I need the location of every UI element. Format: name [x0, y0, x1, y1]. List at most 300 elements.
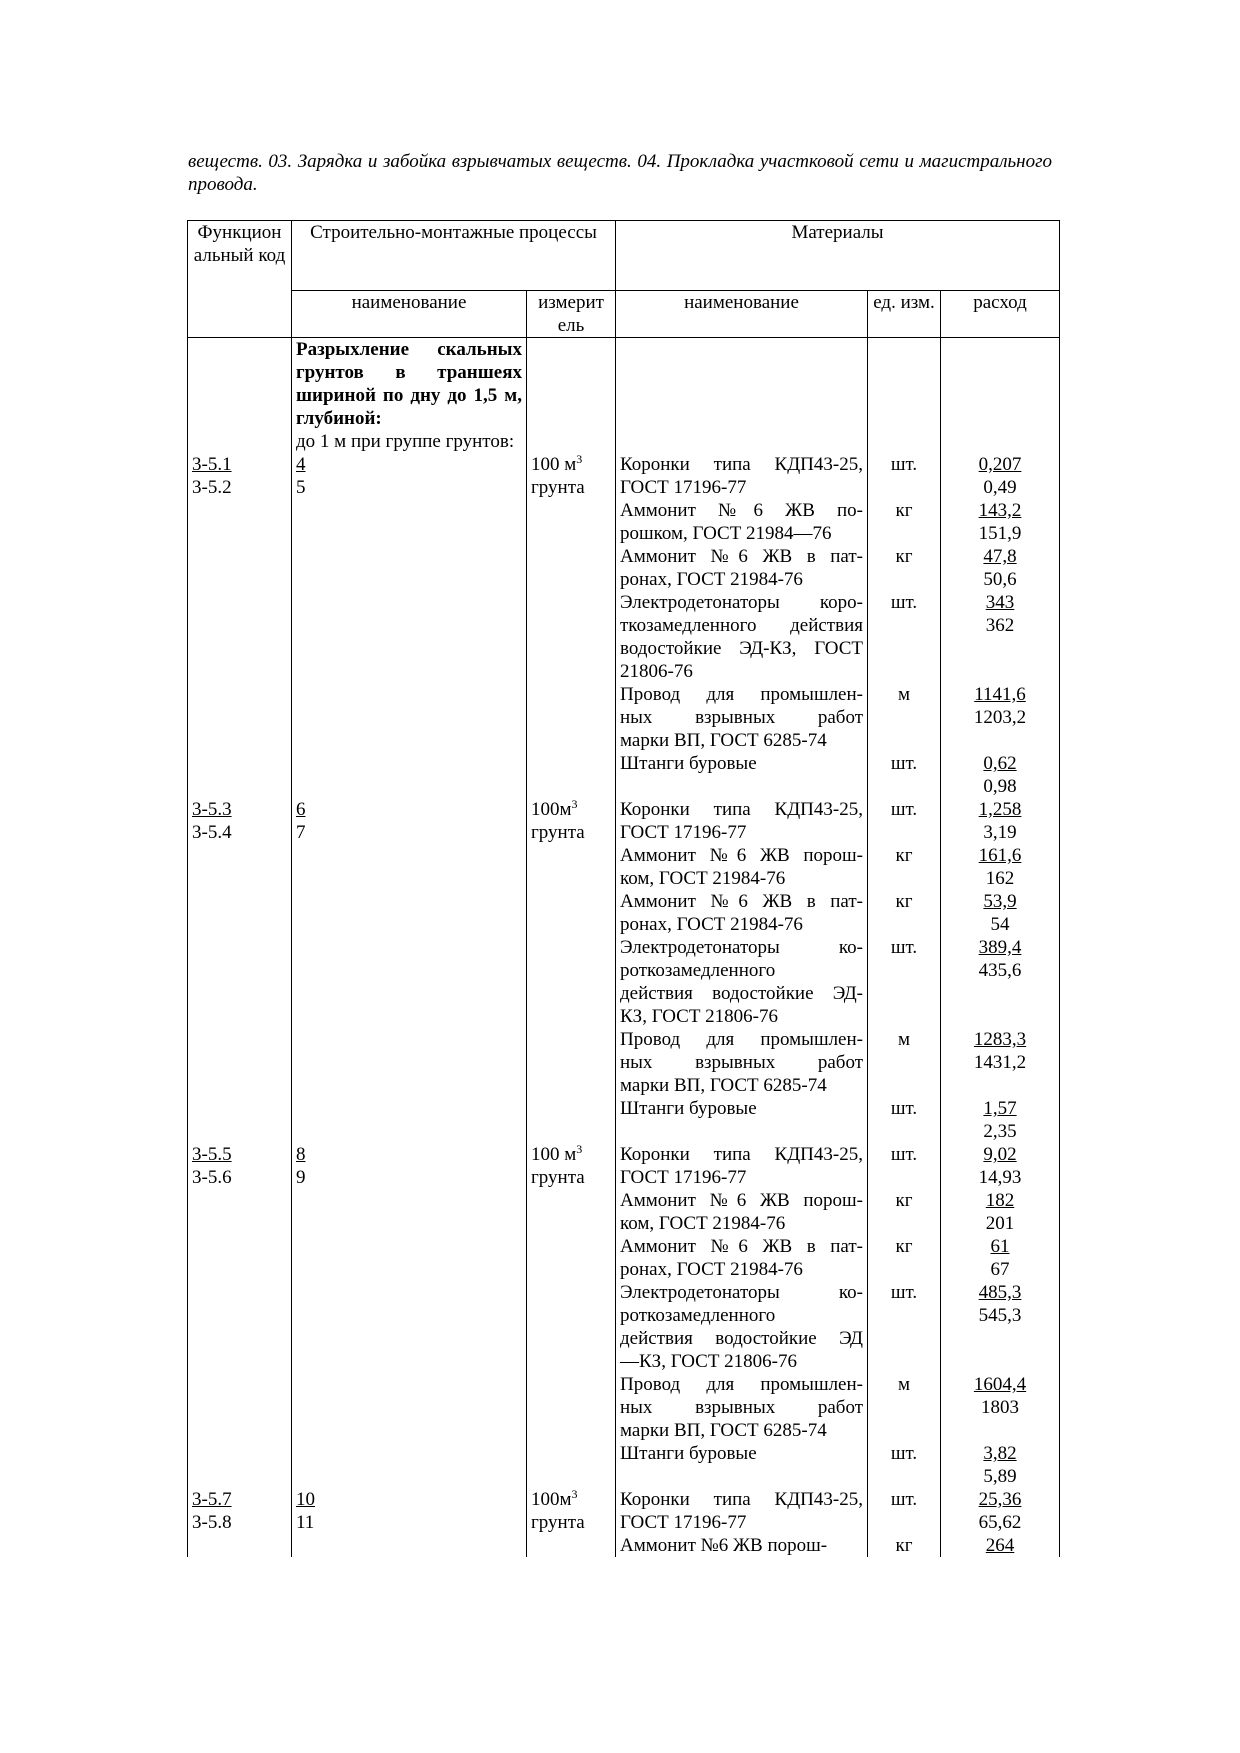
section-title-row — [188, 338, 1060, 431]
material-qty-number: 0,207 — [978, 454, 1022, 475]
material-qty-value — [945, 844, 1055, 867]
process-number: 5 — [296, 477, 306, 498]
material-qty — [945, 752, 1055, 798]
material-unit-value: кг — [895, 500, 913, 521]
material-unit-pad — [872, 1212, 936, 1235]
material-qty — [945, 1534, 1055, 1557]
material-name-line: ГОСТ 17196-77 — [620, 1167, 747, 1188]
material-qty-pad — [945, 637, 1055, 660]
code-value: 3-5.1 — [192, 454, 232, 475]
material-unit — [872, 591, 936, 683]
material-name-line: Провод для промышлен- — [620, 1374, 863, 1395]
material-unit — [872, 683, 936, 752]
section-material-unit-cell — [868, 338, 941, 431]
material-name-line: Электродетонаторы ко- — [620, 937, 863, 958]
material-qty — [945, 798, 1055, 844]
material-qty-number: 485,3 — [978, 1282, 1022, 1303]
material-qty-number: 1604,4 — [973, 1374, 1027, 1395]
header-process-unit: измерит ель — [527, 291, 616, 338]
material-name — [620, 591, 863, 683]
material-qty-number: 1283,3 — [973, 1029, 1027, 1050]
material-name-line: Аммонит №6 ЖВ порош- — [620, 1190, 863, 1211]
material-qty-value — [945, 522, 1055, 545]
process-unit-object: грунта — [531, 1512, 585, 1533]
material-name-line: марки ВП, ГОСТ 6285-74 — [620, 730, 827, 751]
material-qty — [945, 890, 1055, 936]
header-row-top — [188, 221, 1060, 291]
material-qty — [945, 936, 1055, 1028]
material-name-line: Коронки типа КДП43-25, — [620, 799, 863, 820]
process-number: 4 — [296, 454, 306, 475]
header-material-qty: расход — [941, 291, 1060, 338]
material-name-line: Аммонит №6 ЖВ порош- — [620, 845, 863, 866]
material-qty-number: 25,36 — [978, 1489, 1022, 1510]
process-unit-text: 100 м — [531, 1144, 577, 1165]
material-unit-pad — [872, 476, 936, 499]
material-name-pad — [620, 775, 863, 798]
process-unit-power: 3 — [576, 452, 583, 466]
material-name — [620, 1097, 863, 1143]
material-name-cell — [616, 1488, 868, 1557]
process-number: 9 — [296, 1167, 306, 1188]
material-unit-pad — [872, 522, 936, 545]
material-qty-number: 1,57 — [983, 1098, 1017, 1119]
material-unit-value: кг — [895, 845, 913, 866]
material-name — [620, 1028, 863, 1097]
material-qty-value — [945, 1281, 1055, 1304]
material-qty-value — [945, 1028, 1055, 1051]
material-qty-number: 0,98 — [983, 776, 1017, 797]
material-unit — [872, 1028, 936, 1097]
material-qty-number: 143,2 — [978, 500, 1022, 521]
material-name — [620, 752, 863, 798]
material-qty — [945, 499, 1055, 545]
material-qty-number: 1,258 — [978, 799, 1022, 820]
material-qty-number: 5,89 — [983, 1466, 1017, 1487]
material-qty-number: 343 — [985, 592, 1015, 613]
material-qty-value — [945, 1258, 1055, 1281]
material-name — [620, 936, 863, 1028]
material-name-line: действия водостойкие ЭД- — [620, 983, 863, 1004]
material-unit-pad — [872, 1258, 936, 1281]
process-unit — [531, 798, 611, 821]
material-unit-pad — [872, 1396, 936, 1419]
material-qty-value — [945, 867, 1055, 890]
material-qty-value — [945, 959, 1055, 982]
material-qty — [945, 1373, 1055, 1442]
material-name — [620, 499, 863, 545]
material-qty-value — [945, 752, 1055, 775]
material-name-line: Штанги буровые — [620, 1443, 757, 1464]
material-unit-pad — [872, 637, 936, 660]
header-material-name: наименование — [616, 291, 868, 338]
material-qty-pad — [945, 982, 1055, 1005]
material-name-line: ком, ГОСТ 21984-76 — [620, 1213, 786, 1234]
material-unit-pad — [872, 1005, 936, 1028]
material-qty-number: 389,4 — [978, 937, 1022, 958]
material-unit-pad — [872, 1304, 936, 1327]
material-unit-value: шт. — [890, 1098, 918, 1119]
material-name — [620, 545, 863, 591]
process-unit — [531, 1488, 611, 1511]
material-qty-value — [945, 798, 1055, 821]
material-qty-cell — [941, 798, 1060, 1143]
material-unit-value: шт. — [890, 1282, 918, 1303]
material-qty — [945, 1189, 1055, 1235]
material-name — [620, 844, 863, 890]
material-qty-number: 264 — [985, 1535, 1015, 1556]
material-qty-number: 151,9 — [978, 523, 1022, 544]
material-unit-pad — [872, 913, 936, 936]
material-unit-pad — [872, 867, 936, 890]
material-name — [620, 1143, 863, 1189]
material-unit-value: кг — [895, 546, 913, 567]
material-unit-value: кг — [895, 891, 913, 912]
process-unit-object: грунта — [531, 477, 585, 498]
group-row — [188, 798, 1060, 1143]
material-name — [620, 798, 863, 844]
material-qty-number: 54 — [990, 914, 1010, 935]
material-unit — [872, 1488, 936, 1534]
group-row — [188, 1143, 1060, 1488]
code-value: 3-5.6 — [192, 1167, 232, 1188]
material-name-pad — [620, 1120, 863, 1143]
material-name-line: Аммонит №6 ЖВ порош- — [620, 1535, 828, 1556]
material-unit-pad — [872, 568, 936, 591]
material-name-line: ГОСТ 17196-77 — [620, 477, 747, 498]
material-name — [620, 1442, 863, 1488]
material-qty-value — [945, 476, 1055, 499]
material-qty-pad — [945, 1327, 1055, 1350]
code-cell — [188, 798, 292, 1143]
material-unit — [872, 936, 936, 1028]
material-name-line: —КЗ, ГОСТ 21806-76 — [620, 1351, 798, 1372]
material-name — [620, 890, 863, 936]
material-qty — [945, 1143, 1055, 1189]
material-qty-number: 2,35 — [983, 1121, 1017, 1142]
process-unit-cell — [527, 1488, 616, 1557]
material-name-line: Штанги буровые — [620, 753, 757, 774]
material-unit-pad — [872, 959, 936, 982]
process-number-cell — [292, 1143, 527, 1488]
material-name — [620, 1373, 863, 1442]
material-name-line: Электродетонаторы коро- — [620, 592, 863, 613]
sub-qty-cell — [941, 430, 1060, 453]
material-qty-pad — [945, 1074, 1055, 1097]
header-code: Функцион альный код — [188, 221, 292, 338]
material-qty-value — [945, 499, 1055, 522]
material-qty-number: 61 — [990, 1236, 1010, 1257]
material-name-line: марки ВП, ГОСТ 6285-74 — [620, 1075, 827, 1096]
material-qty-number: 182 — [985, 1190, 1015, 1211]
material-unit — [872, 1097, 936, 1143]
material-qty-value — [945, 1051, 1055, 1074]
material-qty-value — [945, 890, 1055, 913]
material-unit-pad — [872, 775, 936, 798]
material-unit — [872, 1373, 936, 1442]
material-qty-number: 362 — [985, 615, 1015, 636]
material-unit-value: шт. — [890, 1443, 918, 1464]
material-name-line: ком, ГОСТ 21984-76 — [620, 868, 786, 889]
material-name-line: марки ВП, ГОСТ 6285-74 — [620, 1420, 827, 1441]
header-material-unit: ед. изм. — [868, 291, 941, 338]
material-name — [620, 1488, 863, 1534]
material-name-line: Провод для промышлен- — [620, 1029, 863, 1050]
material-qty-number: 53,9 — [983, 891, 1017, 912]
material-qty-value — [945, 568, 1055, 591]
material-unit-pad — [872, 1465, 936, 1488]
material-name-line: Аммонит №6 ЖВ в пат- — [620, 1236, 863, 1257]
material-name-pad — [620, 1465, 863, 1488]
sub-code-cell — [188, 430, 292, 453]
material-unit-pad — [872, 614, 936, 637]
material-unit — [872, 453, 936, 499]
material-unit-pad — [872, 1350, 936, 1373]
material-unit-value: кг — [895, 1535, 913, 1556]
material-qty-value — [945, 1212, 1055, 1235]
material-unit-pad — [872, 821, 936, 844]
material-unit-value: м — [897, 684, 911, 705]
material-name-line: Провод для промышлен- — [620, 684, 863, 705]
material-unit-pad — [872, 982, 936, 1005]
material-unit-value: шт. — [890, 454, 918, 475]
material-qty-value — [945, 1534, 1055, 1557]
material-qty-value — [945, 1120, 1055, 1143]
code-value: 3-5.8 — [192, 1512, 232, 1533]
material-unit-pad — [872, 1166, 936, 1189]
material-name-line: рошком, ГОСТ 21984—76 — [620, 523, 832, 544]
material-name-line: Аммонит №6 ЖВ в пат- — [620, 891, 863, 912]
material-name-cell — [616, 798, 868, 1143]
section-material-cell — [616, 338, 868, 431]
process-unit-cell — [527, 1143, 616, 1488]
material-unit — [872, 499, 936, 545]
code-cell — [188, 1488, 292, 1557]
material-unit-value: шт. — [890, 753, 918, 774]
material-unit-value: кг — [895, 1236, 913, 1257]
material-qty — [945, 591, 1055, 683]
material-unit — [872, 1143, 936, 1189]
section-sub-row — [188, 430, 1060, 453]
material-qty-value — [945, 614, 1055, 637]
process-number-cell — [292, 1488, 527, 1557]
material-name-line: 21806-76 — [620, 661, 693, 682]
group-row — [188, 1488, 1060, 1557]
material-unit-pad — [872, 1120, 936, 1143]
process-unit-power: 3 — [576, 1142, 583, 1156]
group-row — [188, 453, 1060, 798]
material-name-line: Аммонит №6 ЖВ в пат- — [620, 546, 863, 567]
material-qty-number: 1203,2 — [973, 707, 1027, 728]
material-name-line: КЗ, ГОСТ 21806-76 — [620, 1006, 779, 1027]
material-qty — [945, 1281, 1055, 1373]
material-qty-value — [945, 1166, 1055, 1189]
section-qty-cell — [941, 338, 1060, 431]
header-materials: Материалы — [616, 221, 1060, 291]
material-qty-value — [945, 1511, 1055, 1534]
material-qty — [945, 1442, 1055, 1488]
material-unit — [872, 1281, 936, 1373]
material-qty-value — [945, 1143, 1055, 1166]
material-name-line: Электродетонаторы ко- — [620, 1282, 863, 1303]
material-qty-number: 0,49 — [983, 477, 1017, 498]
code-cell — [188, 453, 292, 798]
material-qty-value — [945, 821, 1055, 844]
material-qty-pad — [945, 1350, 1055, 1373]
process-unit-object: грунта — [531, 1167, 585, 1188]
process-unit-text: 100м — [531, 799, 572, 820]
process-unit-power: 3 — [571, 1487, 578, 1501]
process-number: 11 — [296, 1512, 315, 1533]
material-qty-value — [945, 1396, 1055, 1419]
code-value: 3-5.3 — [192, 799, 232, 820]
material-qty — [945, 1488, 1055, 1534]
process-unit-text: 100м — [531, 1489, 572, 1510]
code-value: 3-5.2 — [192, 477, 232, 498]
material-qty-number: 1431,2 — [973, 1052, 1027, 1073]
material-unit-value: шт. — [890, 1489, 918, 1510]
material-qty-value — [945, 1097, 1055, 1120]
material-qty-number: 67 — [990, 1259, 1010, 1280]
material-qty-value — [945, 1235, 1055, 1258]
material-name — [620, 683, 863, 752]
material-name-line: Коронки типа КДП43-25, — [620, 454, 863, 475]
header-process-name: наименование — [292, 291, 527, 338]
material-unit-cell — [868, 798, 941, 1143]
code-value: 3-5.5 — [192, 1144, 232, 1165]
material-unit-pad — [872, 1074, 936, 1097]
material-qty-number: 545,3 — [978, 1305, 1022, 1326]
material-qty — [945, 1097, 1055, 1143]
material-qty-number: 9,02 — [983, 1144, 1017, 1165]
material-unit-value: шт. — [890, 799, 918, 820]
section-code-cell — [188, 338, 292, 431]
process-unit-power: 3 — [571, 797, 578, 811]
material-unit-pad — [872, 729, 936, 752]
section-subtitle: до 1 м при группе грунтов: — [292, 430, 527, 453]
material-name-line: ронах, ГОСТ 21984-76 — [620, 1259, 803, 1280]
material-unit — [872, 1235, 936, 1281]
material-name-line: ных взрывных работ — [620, 1397, 863, 1418]
material-name-line: Штанги буровые — [620, 1098, 757, 1119]
process-number: 10 — [296, 1489, 315, 1510]
intro-paragraph: веществ. 03. Зарядка и забойка взрывчатых веществ. 04. Прокладка участковой сети и магистрального провода. — [188, 151, 1052, 195]
material-qty-number: 435,6 — [978, 960, 1022, 981]
material-unit — [872, 752, 936, 798]
material-qty-cell — [941, 1488, 1060, 1557]
material-name — [620, 1189, 863, 1235]
process-number-cell — [292, 798, 527, 1143]
material-unit-pad — [872, 1511, 936, 1534]
material-qty-value — [945, 453, 1055, 476]
material-name-line: ных взрывных работ — [620, 1052, 863, 1073]
material-qty-number: 161,6 — [978, 845, 1022, 866]
material-unit — [872, 798, 936, 844]
material-unit-pad — [872, 1051, 936, 1074]
material-name — [620, 1534, 863, 1557]
material-qty-number: 201 — [985, 1213, 1015, 1234]
material-unit-value: шт. — [890, 592, 918, 613]
material-unit-value: шт. — [890, 937, 918, 958]
sub-material-cell — [616, 430, 868, 453]
material-qty-cell — [941, 453, 1060, 798]
section-title: Разрыхление скальных грунтов в траншеях шириной по дну до 1,5 м, глубиной: — [292, 338, 527, 431]
material-unit-cell — [868, 1488, 941, 1557]
material-unit-value: м — [897, 1029, 911, 1050]
material-qty-number: 1803 — [981, 1397, 1020, 1418]
material-unit-cell — [868, 453, 941, 798]
material-qty-pad — [945, 1005, 1055, 1028]
material-name-line: роткозамедленного — [620, 960, 776, 981]
material-qty — [945, 545, 1055, 591]
material-name-line: действия водостойкие ЭД — [620, 1328, 863, 1349]
material-qty — [945, 1235, 1055, 1281]
material-unit — [872, 890, 936, 936]
material-qty-value — [945, 1465, 1055, 1488]
material-unit — [872, 1442, 936, 1488]
material-unit-value: м — [897, 1374, 911, 1395]
material-qty-pad — [945, 729, 1055, 752]
process-unit-object: грунта — [531, 822, 585, 843]
section-unit-cell — [527, 338, 616, 431]
material-unit-pad — [872, 1327, 936, 1350]
process-unit-cell — [527, 798, 616, 1143]
material-name-line: ных взрывных работ — [620, 707, 863, 728]
material-unit-cell — [868, 1143, 941, 1488]
material-qty-value — [945, 683, 1055, 706]
material-name — [620, 1281, 863, 1373]
process-number: 8 — [296, 1144, 306, 1165]
material-qty — [945, 1028, 1055, 1097]
material-qty-number: 3,19 — [983, 822, 1017, 843]
material-unit-pad — [872, 706, 936, 729]
material-unit-value: кг — [895, 1190, 913, 1211]
material-qty-number: 162 — [985, 868, 1015, 889]
material-name-line: ГОСТ 17196-77 — [620, 1512, 747, 1533]
material-qty-number: 65,62 — [978, 1512, 1022, 1533]
process-number: 6 — [296, 799, 306, 820]
material-name-line: ронах, ГОСТ 21984-76 — [620, 914, 803, 935]
sub-unit-cell — [527, 430, 616, 453]
material-qty-value — [945, 545, 1055, 568]
header-row-sub — [188, 291, 1060, 338]
material-qty — [945, 453, 1055, 499]
material-qty-number: 1141,6 — [974, 684, 1026, 705]
material-qty-value — [945, 1189, 1055, 1212]
material-name — [620, 453, 863, 499]
material-qty-value — [945, 1304, 1055, 1327]
material-name-line: Коронки типа КДП43-25, — [620, 1144, 863, 1165]
material-name-line: водостойкие ЭД-КЗ, ГОСТ — [620, 638, 863, 659]
process-number: 7 — [296, 822, 306, 843]
material-unit-pad — [872, 1419, 936, 1442]
process-unit-text: 100 м — [531, 454, 577, 475]
material-unit — [872, 545, 936, 591]
material-qty — [945, 683, 1055, 752]
material-qty-value — [945, 1373, 1055, 1396]
material-name-line: ГОСТ 17196-77 — [620, 822, 747, 843]
material-qty-value — [945, 706, 1055, 729]
code-value: 3-5.7 — [192, 1489, 232, 1510]
material-qty — [945, 844, 1055, 890]
process-unit — [531, 453, 611, 476]
header-processes: Строительно-монтажные процессы — [292, 221, 616, 291]
material-qty-cell — [941, 1143, 1060, 1488]
material-name-line: роткозамедленного — [620, 1305, 776, 1326]
material-unit — [872, 1534, 936, 1557]
material-name — [620, 1235, 863, 1281]
material-qty-pad — [945, 1419, 1055, 1442]
